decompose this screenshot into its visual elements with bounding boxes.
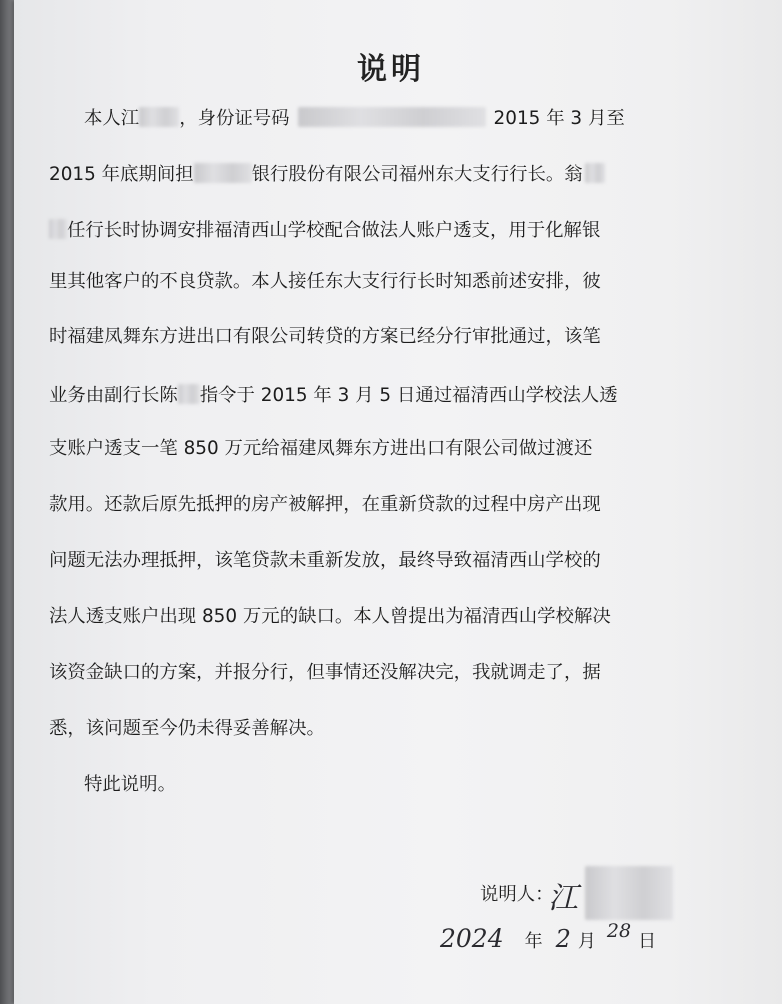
line-2-part-a: 2015 年底期间担	[49, 164, 194, 185]
body-line-2	[49, 163, 605, 184]
document-title: 说明	[357, 52, 425, 87]
body-line-8	[49, 496, 601, 514]
line-9-text: 问题无法办理抵押，该笔贷款未重新发放，最终导致福清西山学校的	[49, 550, 601, 571]
line-5-text: 时福建凤舞东方进出口有限公司转贷的方案已经分行审批通过，该笔	[49, 326, 601, 347]
signature-handwriting: 江	[548, 881, 578, 916]
line-1-part-b: ，身份证号码	[179, 108, 290, 129]
closing-line	[84, 776, 176, 794]
body-line-5	[49, 328, 601, 346]
body-line-7	[49, 440, 592, 458]
body-line-12	[49, 720, 325, 738]
closing-text: 特此说明。	[84, 774, 176, 795]
line-6-part-a: 业务由副行长陈	[49, 385, 178, 406]
line-7-text: 支账户透支一笔 850 万元给福建凤舞东方进出口有限公司做过渡还	[49, 438, 593, 459]
date-year-char: 年	[524, 931, 543, 952]
body-line-9	[49, 552, 601, 570]
handwritten-date	[440, 920, 657, 953]
signature-block	[480, 880, 554, 906]
line-10-text: 法人透支账户出现 850 万元的缺口。本人曾提出为福清西山学校解决	[49, 606, 611, 627]
body-line-4	[49, 273, 601, 291]
date-day-char: 日	[638, 931, 657, 952]
redacted-name	[49, 219, 67, 239]
redacted-name	[139, 107, 179, 127]
line-2-part-b: 银行股份有限公司福州东大支行行长。翁	[251, 164, 583, 185]
line-6-part-b: 指令于 2015 年 3 月 5 日通过福清西山学校法人透	[199, 385, 618, 406]
body-line-10	[49, 608, 611, 626]
page-edge-shadow	[0, 0, 14, 1004]
redacted-name	[178, 384, 200, 404]
date-month: 2	[555, 925, 571, 953]
body-line-3	[49, 219, 600, 240]
date-day: 28	[606, 920, 632, 942]
date-month-char: 月	[577, 931, 596, 952]
line-8-text: 款用。还款后原先抵押的房产被解押，在重新贷款的过程中房产出现	[49, 494, 601, 515]
body-line-11	[49, 664, 601, 682]
line-4-text: 里其他客户的不良贷款。本人接任东大支行行长时知悉前述安排，彼	[49, 271, 601, 292]
redacted-id-number	[298, 107, 486, 127]
line-3-text: 任行长时协调安排福清西山学校配合做法人账户透支，用于化解银	[67, 220, 601, 241]
handwritten-signature	[548, 866, 673, 920]
body-line-1	[84, 107, 625, 128]
line-1-part-c: 2015 年 3 月至	[493, 108, 625, 129]
line-12-text: 悉，该问题至今仍未得妥善解决。	[49, 718, 325, 739]
line-1-part-a: 本人江	[84, 108, 140, 129]
date-year: 2024	[440, 924, 504, 953]
body-line-6	[49, 384, 618, 405]
signature-label: 说明人：	[480, 884, 554, 905]
redacted-name	[585, 163, 605, 183]
redacted-signature	[585, 866, 673, 920]
line-11-text: 该资金缺口的方案，并报分行，但事情还没解决完，我就调走了，据	[49, 662, 601, 683]
redacted-bank-name	[194, 163, 252, 183]
